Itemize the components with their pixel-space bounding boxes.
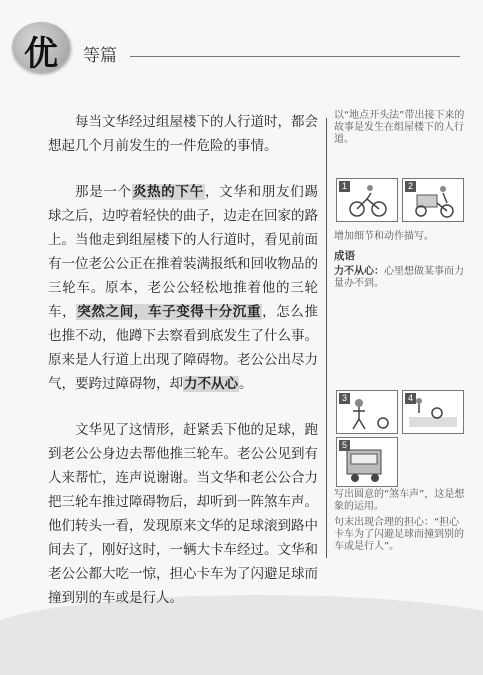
idiom-heading: 成语 [334, 250, 355, 262]
illustration-row-middle [336, 390, 464, 434]
panel-number: 1 [339, 181, 350, 192]
highlighted-phrase: 炎热的下午 [132, 184, 204, 200]
annotation-opening [334, 110, 469, 146]
header-rule [130, 56, 460, 57]
paragraph-text: 每当文华经过组屋楼下的人行道时，都会想起几个月前发生的一件危险的事情。 [48, 114, 318, 154]
essay-paragraph [48, 418, 318, 610]
highlighted-phrase: 突然之间，车子变得十分沉重 [77, 304, 262, 320]
paragraph-text: 那是一个 [75, 184, 132, 200]
illustration-panel-1 [336, 178, 398, 222]
illustration-row-top [336, 178, 464, 222]
grade-badge [12, 22, 70, 72]
panel-number: 2 [405, 181, 416, 192]
annotation-worry-text: 句末出现合理的担心：“担心卡车为了闪避足球而撞到别的车或是行人”。 [334, 517, 464, 552]
essay-paragraph [48, 110, 318, 158]
annotation-worry [334, 517, 469, 553]
idiom-term: 力不从心： [334, 266, 384, 277]
grade-badge-char: 优 [24, 34, 58, 74]
idiom-meaning: 心里想做某事而力量办不到。 [334, 266, 464, 289]
column-divider [326, 118, 327, 558]
paragraph-text: 文华见了这情形，赶紧丢下他的足球，跑到老公公身边去帮他推三轮车。老公公见到有人来帮忙，连声说谢谢。当文华和老公公合力把三轮车推过障碍物后，却听到一阵煞车声。他们转头一看，发现原来文华的足球滚到路中间去了，刚好这时，一辆大卡车经过。文华和老公公都大吃一惊，担心卡车为了闪避足球而撞到别的车或是行人。 [48, 422, 318, 606]
illustration-panel-3 [336, 390, 398, 434]
panel-number: 3 [339, 393, 350, 404]
paragraph-text: ，文华和朋友们踢球之后，边哼着轻快的曲子，边走在回家的路上。当他走到组屋楼下的人行道时，看见前面有一位老公公正在推着装满报纸和回收物品的三轮车。原本，老公公轻松地推着他的三轮车， [48, 184, 318, 320]
annotation-brake-sound-text: 写出圆意的“煞车声”，这是想象的运用。 [334, 489, 465, 512]
highlighted-phrase: 力不从心 [184, 376, 238, 392]
panel-number: 4 [405, 393, 416, 404]
annotation-details [334, 231, 469, 243]
illustration-panel-2 [402, 178, 464, 222]
annotation-details-text: 增加细节和动作描写。 [334, 231, 434, 242]
panel-number: 5 [339, 440, 350, 451]
illustration-row-bottom [336, 437, 398, 487]
annotation-opening-text: 以“地点开头法”带出接下来的故事是发生在组屋楼下的人行道。 [334, 110, 465, 145]
grade-label: 等篇 [83, 46, 117, 66]
essay-paragraph [48, 180, 318, 396]
illustration-panel-4 [402, 390, 464, 434]
paragraph-text: ，怎么推也推不动，他蹲下去察看到底发生了什么事。原来是人行道上出现了障碍物。老公公出尽力气，要跨过障碍物，却 [48, 304, 319, 392]
annotation-brake-sound [334, 489, 469, 513]
essay-body [48, 110, 318, 632]
idiom-definition [334, 266, 469, 290]
paragraph-text: 。 [239, 376, 253, 392]
illustration-panel-5 [336, 437, 398, 487]
